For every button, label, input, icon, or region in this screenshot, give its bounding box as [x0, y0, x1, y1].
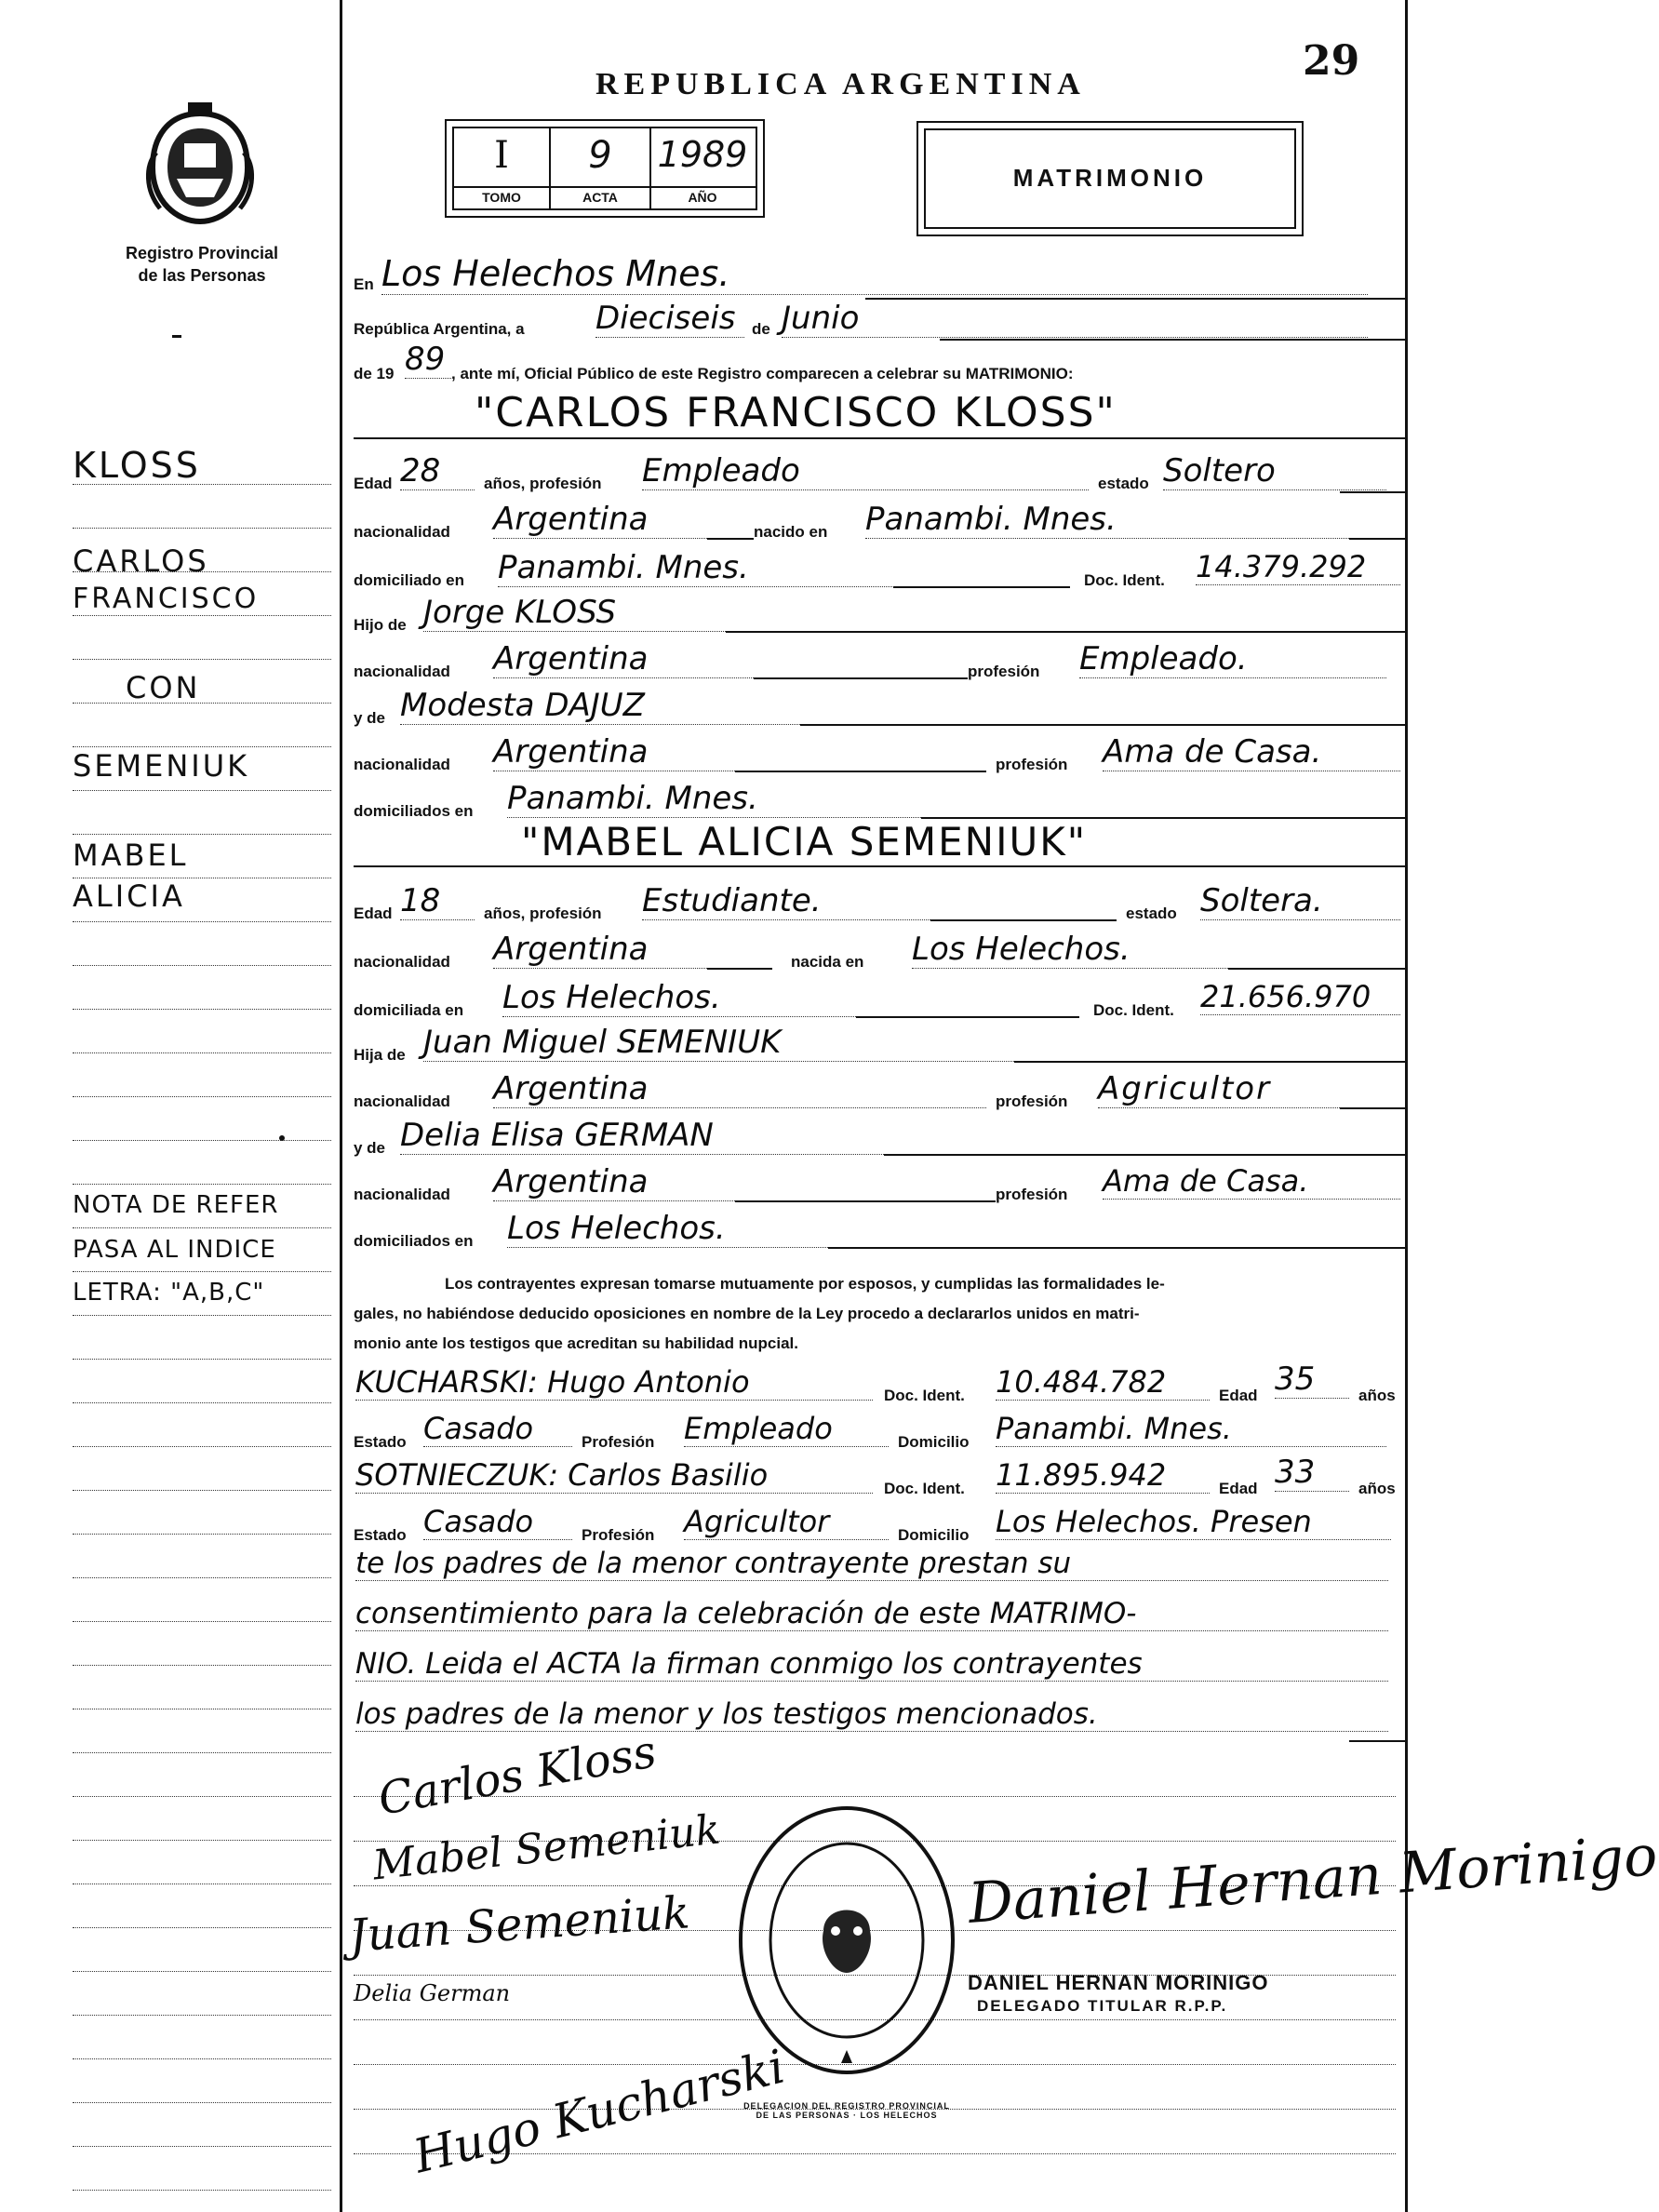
margin-writing-line — [73, 1752, 331, 1753]
bride-mother-label: y de — [354, 1139, 386, 1157]
en-label: En — [354, 275, 374, 293]
republica-label: República Argentina, a — [354, 320, 525, 338]
groom-mother-profession: Ama de Casa. — [1103, 733, 1400, 771]
groom-birthplace-label: nacido en — [754, 523, 828, 541]
margin-rule — [340, 0, 342, 2212]
groom-nationality-label: nacionalidad — [354, 523, 450, 541]
coat-of-arms-icon — [140, 101, 261, 231]
witness2-age: 33 — [1275, 1454, 1349, 1492]
groom-age-label: Edad — [354, 475, 393, 492]
dot-mark — [279, 1135, 285, 1141]
witness2-profession: Agricultor — [684, 1504, 889, 1540]
declaration-line2: gales, no habiéndose deducido oposiciones en nombre de la Ley procedo a declararlos unidos en matri- — [354, 1305, 1140, 1322]
margin-writing-line — [73, 1271, 331, 1272]
groom-status-label: estado — [1098, 475, 1149, 492]
marriage-month: Junio — [782, 300, 1368, 338]
margin-writing-line — [73, 1402, 331, 1403]
groom-profession-label: años, profesión — [484, 475, 602, 492]
groom-father-nationality: Argentina — [493, 640, 958, 678]
bride-status-label: estado — [1126, 905, 1177, 922]
witness2-domicile: Los Helechos. Presen — [996, 1504, 1391, 1540]
witness2-profession-label: Profesión — [582, 1526, 655, 1544]
margin-writing-line — [73, 1840, 331, 1841]
bride-nationality-label: nacionalidad — [354, 953, 450, 971]
witness1-profession: Empleado — [684, 1411, 889, 1447]
groom-age: 28 — [400, 452, 475, 490]
bride-profession-label: años, profesión — [484, 905, 602, 922]
fill-line — [354, 865, 1405, 867]
bride-birthplace: Los Helechos. — [912, 931, 1386, 969]
margin-writing-line — [73, 2190, 331, 2191]
margin-writing-line — [73, 790, 331, 791]
bride-father: Juan Miguel SEMENIUK — [423, 1024, 1386, 1062]
bride-mother-nationality: Argentina — [493, 1163, 986, 1201]
acta-label: ACTA — [582, 190, 618, 205]
tomo-value: I — [494, 134, 509, 177]
bride-age: 18 — [400, 882, 475, 920]
bride-father-profession: Agricultor — [1098, 1070, 1386, 1108]
groom-domicile-label: domiciliado en — [354, 571, 465, 589]
margin-writing-line — [73, 2102, 331, 2103]
margin-note-line1: NOTA DE REFER — [73, 1191, 279, 1219]
bride-birthplace-label: nacida en — [791, 953, 864, 971]
declaration-line3: monio ante los testigos que acreditan su habilidad nupcial. — [354, 1334, 798, 1352]
witness1-status: Casado — [423, 1411, 572, 1447]
act-type: MATRIMONIO — [1012, 164, 1208, 192]
margin-writing-line — [73, 965, 331, 966]
margin-note-line3: LETRA: "A,B,C" — [73, 1279, 265, 1307]
fill-line — [354, 437, 1405, 439]
margin-writing-line — [73, 921, 331, 922]
act-type-box — [916, 121, 1304, 236]
groom-doc-label: Doc. Ident. — [1084, 571, 1165, 589]
witness1-doc: 10.484.782 — [996, 1364, 1210, 1401]
bride-doc: 21.656.970 — [1200, 979, 1400, 1015]
bride-age-label: Edad — [354, 905, 393, 922]
margin-given1: CARLOS — [73, 543, 209, 579]
groom-mother-label: y de — [354, 709, 386, 727]
margin-note-line2: PASA AL INDICE — [73, 1236, 276, 1264]
year-label: de 19 — [354, 365, 395, 382]
groom-father-profession: Empleado. — [1079, 640, 1386, 678]
margin-given2: FRANCISCO — [73, 583, 260, 615]
margin-writing-line — [73, 615, 331, 616]
fill-line — [1228, 968, 1405, 970]
fill-line — [1340, 491, 1405, 493]
margin-spouse-surname: SEMENIUK — [73, 748, 250, 784]
margin-connector: CON — [126, 670, 201, 705]
groom-doc: 14.379.292 — [1196, 549, 1400, 585]
signature-3: Juan Semeniuk — [347, 1886, 691, 1963]
fill-line — [1349, 1740, 1405, 1742]
fill-line — [856, 1016, 1079, 1018]
seal-text: DELEGACION DEL REGISTRO PROVINCIAL DE LAS PERSONAS · LOS HELECHOS — [743, 2101, 950, 2120]
record-reference-box — [445, 119, 765, 218]
margin-writing-line — [73, 1052, 331, 1053]
margin-writing-line — [73, 1315, 331, 1316]
bride-doc-label: Doc. Ident. — [1093, 1001, 1174, 1019]
bride-nationality: Argentina — [493, 931, 744, 969]
margin-writing-line — [73, 2058, 331, 2059]
groom-birthplace: Panambi. Mnes. — [865, 501, 1386, 539]
margin-writing-line — [73, 1665, 331, 1666]
groom-mother: Modesta DAJUZ — [400, 687, 1386, 725]
dash-mark — [172, 335, 181, 338]
acta-value: 9 — [588, 134, 612, 177]
bride-domicile-label: domiciliada en — [354, 1001, 464, 1019]
margin-writing-line — [73, 1927, 331, 1928]
margin-writing-line — [73, 834, 331, 835]
fill-line — [1014, 1061, 1405, 1063]
bride-mother-profession: Ama de Casa. — [1103, 1163, 1400, 1200]
witness2-years-label: años — [1358, 1480, 1396, 1497]
fill-line — [1340, 1107, 1405, 1109]
witness1-profession-label: Profesión — [582, 1433, 655, 1451]
registry-name-line2: de las Personas — [138, 266, 266, 285]
notes-line3: NIO. Leida el ACTA la firman conmigo los contrayentes — [355, 1647, 1388, 1682]
margin-writing-line — [73, 1446, 331, 1447]
fill-line — [940, 339, 1405, 341]
margin-writing-line — [73, 1359, 331, 1360]
bride-father-nationality: Argentina — [493, 1070, 986, 1108]
bride-mother: Delia Elisa GERMAN — [400, 1117, 1386, 1155]
bride-mother-nationality-label: nacionalidad — [354, 1186, 450, 1203]
margin-writing-line — [73, 1227, 331, 1228]
margin-surname: KLOSS — [73, 445, 201, 486]
groom-father: Jorge KLOSS — [423, 594, 1386, 632]
bride-parents-domicile-label: domiciliados en — [354, 1232, 474, 1250]
margin-writing-line — [73, 1140, 331, 1141]
witness1-doc-label: Doc. Ident. — [884, 1387, 965, 1404]
official-signature: Daniel Hernan Morinigo — [966, 1823, 1659, 1937]
margin-writing-line — [73, 1490, 331, 1491]
country-title: REPUBLICA ARGENTINA — [595, 67, 1086, 101]
margin-writing-line — [73, 746, 331, 747]
margin-writing-line — [73, 1971, 331, 1972]
signature-5: Hugo Kucharski — [408, 2039, 791, 2184]
marriage-year: 89 — [405, 341, 451, 379]
bride-domicile: Los Helechos. — [502, 979, 1079, 1017]
fill-line — [1349, 538, 1405, 540]
witness2-name: SOTNIECZUK: Carlos Basilio — [355, 1457, 873, 1494]
witness2-doc: 11.895.942 — [996, 1457, 1210, 1494]
fill-line — [735, 771, 986, 772]
witness1-age: 35 — [1275, 1361, 1349, 1399]
notes-line4: los padres de la menor y los testigos mencionados. — [355, 1697, 1388, 1732]
notes-line2: consentimiento para la celebración de este MATRIMO- — [355, 1597, 1388, 1631]
fill-line — [893, 586, 1070, 588]
margin-writing-line — [73, 1009, 331, 1010]
ano-label: AÑO — [688, 190, 717, 205]
groom-profession: Empleado — [642, 452, 1089, 490]
witness2-status: Casado — [423, 1504, 572, 1540]
bride-mother-profession-label: profesión — [996, 1186, 1068, 1203]
fill-line — [828, 1247, 1405, 1249]
witness2-doc-label: Doc. Ident. — [884, 1480, 965, 1497]
intro-text: , ante mí, Oficial Público de este Registro comparecen a celebrar su MATRIMONIO: — [451, 365, 1074, 382]
bride-parents-domicile: Los Helechos. — [507, 1210, 1386, 1248]
notes-line1: te los padres de la menor contrayente prestan su — [355, 1547, 1388, 1581]
groom-mother-nationality-label: nacionalidad — [354, 756, 450, 773]
margin-writing-line — [73, 2146, 331, 2147]
official-seal-icon — [735, 1801, 958, 2080]
witness2-status-label: Estado — [354, 1526, 407, 1544]
witness1-years-label: años — [1358, 1387, 1396, 1404]
bride-profession: Estudiante. — [642, 882, 1098, 920]
official-title: DELEGADO TITULAR R.P.P. — [977, 1997, 1228, 2015]
bride-father-label: Hija de — [354, 1046, 406, 1064]
witness2-domicile-label: Domicilio — [898, 1526, 970, 1544]
margin-writing-line — [73, 1796, 331, 1797]
signature-1: Carlos Kloss — [374, 1725, 661, 1826]
bride-father-nationality-label: nacionalidad — [354, 1093, 450, 1110]
witness1-age-label: Edad — [1219, 1387, 1258, 1404]
margin-writing-line — [73, 659, 331, 660]
witness1-name: KUCHARSKI: Hugo Antonio — [355, 1364, 873, 1401]
margin-writing-line — [73, 528, 331, 529]
ano-value: 1989 — [657, 134, 748, 175]
groom-full-name: "CARLOS FRANCISCO KLOSS" — [475, 389, 1117, 436]
tomo-label: TOMO — [482, 190, 521, 205]
groom-father-nationality-label: nacionalidad — [354, 663, 450, 680]
groom-father-profession-label: profesión — [968, 663, 1040, 680]
declaration-line1: Los contrayentes expresan tomarse mutuamente por esposos, y cumplidas las formalidades le- — [445, 1275, 1165, 1293]
margin-writing-line — [73, 1577, 331, 1578]
signature-4: Delia German — [354, 1980, 511, 2006]
marriage-day: Dieciseis — [595, 300, 744, 338]
fill-line — [930, 919, 1117, 921]
fill-line — [884, 1154, 1405, 1156]
groom-mother-nationality: Argentina — [493, 733, 986, 771]
groom-father-label: Hijo de — [354, 616, 407, 634]
registry-name-line1: Registro Provincial — [125, 244, 279, 262]
fill-line — [754, 677, 968, 679]
fill-line — [707, 968, 772, 970]
bride-status: Soltera. — [1200, 882, 1400, 920]
groom-parents-domicile-label: domiciliados en — [354, 802, 474, 820]
groom-nationality: Argentina — [493, 501, 707, 539]
fill-line — [707, 538, 754, 540]
bride-full-name: "MABEL ALICIA SEMENIUK" — [521, 819, 1088, 865]
groom-domicile: Panambi. Mnes. — [498, 549, 1065, 587]
witness1-domicile-label: Domicilio — [898, 1433, 970, 1451]
witness1-domicile: Panambi. Mnes. — [996, 1411, 1386, 1447]
margin-writing-line — [73, 2015, 331, 2016]
fill-line — [800, 724, 1405, 726]
groom-parents-domicile: Panambi. Mnes. — [507, 780, 1386, 818]
margin-writing-line — [73, 703, 331, 704]
groom-mother-profession-label: profesión — [996, 756, 1068, 773]
bride-father-profession-label: profesión — [996, 1093, 1068, 1110]
margin-writing-line — [73, 1534, 331, 1535]
groom-status: Soltero — [1163, 452, 1386, 490]
official-name: DANIEL HERNAN MORINIGO — [968, 1971, 1269, 1994]
margin-writing-line — [73, 1096, 331, 1097]
witness1-status-label: Estado — [354, 1433, 407, 1451]
margin-writing-line — [73, 1184, 331, 1185]
marriage-place: Los Helechos Mnes. — [381, 253, 1368, 295]
margin-writing-line — [73, 1621, 331, 1622]
de-label: de — [752, 320, 770, 338]
margin-spouse-given2: ALICIA — [73, 878, 185, 914]
fill-line — [726, 631, 1405, 633]
witness2-age-label: Edad — [1219, 1480, 1258, 1497]
margin-spouse-given1: MABEL — [73, 838, 189, 873]
page-number: 29 — [1303, 37, 1360, 85]
signature-2: Mabel Semeniuk — [370, 1805, 723, 1890]
fill-line — [735, 1200, 996, 1202]
